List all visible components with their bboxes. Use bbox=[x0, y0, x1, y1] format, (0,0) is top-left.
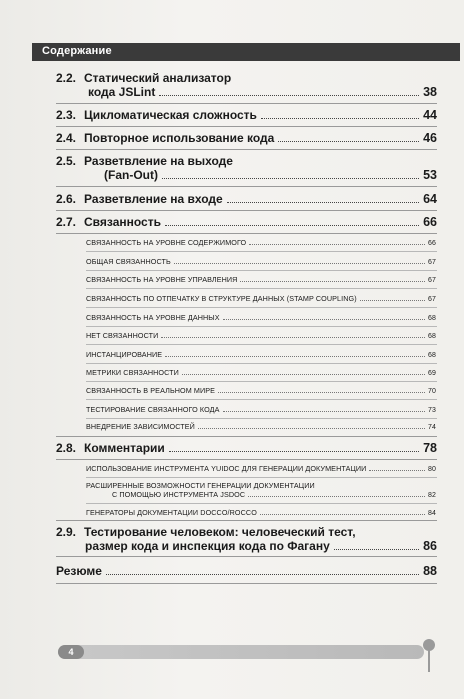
sub-divider bbox=[86, 344, 437, 345]
page-number: 78 bbox=[423, 441, 437, 455]
section-title: Разветвление на входе bbox=[84, 192, 223, 206]
toc-subentry[interactable] bbox=[86, 331, 436, 340]
section-number: 2.2. bbox=[56, 71, 77, 85]
dot-leader bbox=[198, 428, 425, 429]
sub-divider bbox=[86, 399, 437, 400]
subsection-title: СВЯЗАННОСТЬ НА УРОВНЕ УПРАВЛЕНИЯ bbox=[86, 275, 238, 284]
section-number: 2.6. bbox=[56, 192, 77, 206]
subsection-title: СВЯЗАННОСТЬ ПО ОТПЕЧАТКУ В СТРУКТУРЕ ДАННЫХ (STAMP COUPLING) bbox=[86, 294, 357, 303]
page-number: 84 bbox=[428, 510, 436, 517]
subsection-title: ИНСТАНЦИРОВАНИЕ bbox=[86, 350, 163, 359]
section-title: Повторное использование кода bbox=[84, 131, 275, 145]
footer-stem-ornament bbox=[428, 650, 430, 672]
subsection-title: РАСШИРЕННЫЕ ВОЗМОЖНОСТИ ГЕНЕРАЦИИ ДОКУМЕНТАЦИИ bbox=[86, 481, 315, 490]
dot-leader bbox=[106, 574, 419, 575]
page-number: 80 bbox=[428, 466, 436, 473]
divider bbox=[56, 459, 437, 460]
dot-leader bbox=[218, 392, 425, 393]
divider bbox=[56, 556, 437, 557]
sub-divider bbox=[86, 307, 437, 308]
page-number: 44 bbox=[423, 108, 437, 122]
sub-divider bbox=[86, 251, 437, 252]
dot-leader bbox=[223, 411, 425, 412]
page-number: 86 bbox=[423, 539, 437, 553]
toc-subentry[interactable] bbox=[86, 238, 436, 247]
dot-leader bbox=[260, 514, 425, 515]
page-number: 73 bbox=[428, 407, 436, 414]
page-number: 38 bbox=[423, 85, 437, 99]
divider bbox=[56, 583, 437, 584]
dot-leader bbox=[249, 244, 425, 245]
dot-leader bbox=[165, 225, 419, 226]
toc-subentry[interactable] bbox=[86, 350, 436, 359]
dot-leader bbox=[261, 118, 419, 119]
toc-subentry[interactable] bbox=[86, 405, 436, 414]
divider bbox=[56, 233, 437, 234]
toc-entry-2-2[interactable] bbox=[56, 71, 437, 99]
dot-leader bbox=[369, 470, 425, 471]
section-number: 2.9. bbox=[56, 525, 77, 539]
toc-subentry[interactable] bbox=[86, 464, 436, 473]
toc-entry-2-4[interactable] bbox=[56, 131, 437, 145]
divider bbox=[56, 436, 437, 437]
page-number: 69 bbox=[428, 370, 436, 377]
subsection-title-cont: С ПОМОЩЬЮ ИНСТРУМЕНТА JSDOC bbox=[112, 490, 246, 499]
dot-leader bbox=[159, 95, 419, 96]
toc-subentry[interactable] bbox=[86, 294, 436, 303]
sub-divider bbox=[86, 288, 437, 289]
sub-divider bbox=[86, 381, 437, 382]
section-title-cont: кода JSLint bbox=[88, 85, 156, 99]
dot-leader bbox=[360, 300, 425, 301]
divider bbox=[56, 126, 437, 127]
divider bbox=[56, 520, 437, 521]
section-number: 2.8. bbox=[56, 441, 77, 455]
dot-leader bbox=[240, 281, 425, 282]
page-number: 88 bbox=[423, 564, 437, 578]
divider bbox=[56, 210, 437, 211]
sub-divider bbox=[86, 270, 437, 271]
toc-subentry[interactable] bbox=[86, 275, 436, 284]
page-number: 68 bbox=[428, 352, 436, 359]
toc-entry-2-7[interactable] bbox=[56, 215, 437, 229]
section-title: Тестирование человеком: человеческий тест, bbox=[84, 525, 356, 539]
subsection-title: НЕТ СВЯЗАННОСТИ bbox=[86, 331, 159, 340]
toc-subentry[interactable] bbox=[86, 313, 436, 322]
subsection-title: МЕТРИКИ СВЯЗАННОСТИ bbox=[86, 368, 179, 377]
subsection-title: ОБЩАЯ СВЯЗАННОСТЬ bbox=[86, 257, 171, 266]
page-number: 68 bbox=[428, 333, 436, 340]
toc-subentry[interactable] bbox=[86, 386, 436, 395]
toc-subentry[interactable] bbox=[86, 508, 436, 517]
page-number: 66 bbox=[428, 240, 436, 247]
footer-bar bbox=[58, 645, 424, 659]
toc-subentry[interactable] bbox=[86, 257, 436, 266]
dot-leader bbox=[169, 451, 419, 452]
page-number: 67 bbox=[428, 277, 436, 284]
toc-entry-2-5[interactable] bbox=[56, 154, 437, 182]
toc-subentry[interactable] bbox=[86, 368, 436, 377]
subsection-title: СВЯЗАННОСТЬ НА УРОВНЕ ДАННЫХ bbox=[86, 313, 220, 322]
toc-entry-2-8[interactable] bbox=[56, 441, 437, 455]
page-number: 67 bbox=[428, 259, 436, 266]
page-number: 64 bbox=[423, 192, 437, 206]
toc-entry-summary[interactable] bbox=[56, 564, 437, 578]
toc-entry-2-9[interactable] bbox=[56, 525, 437, 553]
section-title: Резюме bbox=[56, 564, 102, 578]
dot-leader bbox=[182, 374, 425, 375]
page-number: 70 bbox=[428, 388, 436, 395]
subsection-title: ИСПОЛЬЗОВАНИЕ ИНСТРУМЕНТА YUIDOC ДЛЯ ГЕНЕРАЦИИ ДОКУМЕНТАЦИИ bbox=[86, 464, 367, 473]
dot-leader bbox=[278, 141, 419, 142]
dot-leader bbox=[165, 356, 425, 357]
page-number: 68 bbox=[428, 315, 436, 322]
section-title-cont: размер кода и инспекция кода по Фагану bbox=[85, 539, 330, 553]
section-title: Комментарии bbox=[84, 441, 165, 455]
page-number: 66 bbox=[423, 215, 437, 229]
toc-entry-2-6[interactable] bbox=[56, 192, 437, 206]
sub-divider bbox=[86, 326, 437, 327]
subsection-title: СВЯЗАННОСТЬ В РЕАЛЬНОМ МИРЕ bbox=[86, 386, 216, 395]
dot-leader bbox=[161, 337, 425, 338]
page-number: 53 bbox=[423, 168, 437, 182]
divider bbox=[56, 149, 437, 150]
footer-page-number: 4 bbox=[58, 645, 84, 659]
section-number: 2.5. bbox=[56, 154, 77, 168]
dot-leader bbox=[174, 263, 425, 264]
sub-divider bbox=[86, 363, 437, 364]
section-title: Разветвление на выходе bbox=[84, 154, 233, 168]
section-title-cont: (Fan-Out) bbox=[104, 168, 158, 182]
subsection-title: ВНЕДРЕНИЕ ЗАВИСИМОСТЕЙ bbox=[86, 422, 195, 431]
page-number: 82 bbox=[428, 492, 436, 499]
dot-leader bbox=[334, 549, 419, 550]
sub-divider bbox=[86, 503, 437, 504]
section-number: 2.3. bbox=[56, 108, 77, 122]
toc-subentry[interactable] bbox=[86, 481, 436, 499]
dot-leader bbox=[248, 496, 425, 497]
dot-leader bbox=[227, 202, 419, 203]
sub-divider bbox=[86, 418, 437, 419]
section-number: 2.4. bbox=[56, 131, 77, 145]
sub-divider bbox=[86, 477, 437, 478]
header-title: Содержание bbox=[42, 45, 112, 57]
section-title: Статический анализатор bbox=[84, 71, 232, 85]
section-title: Цикломатическая сложность bbox=[84, 108, 257, 122]
divider bbox=[56, 103, 437, 104]
subsection-title: ТЕСТИРОВАНИЕ СВЯЗАННОГО КОДА bbox=[86, 405, 220, 414]
section-number: 2.7. bbox=[56, 215, 77, 229]
subsection-title: СВЯЗАННОСТЬ НА УРОВНЕ СОДЕРЖИМОГО bbox=[86, 238, 247, 247]
section-title: Связанность bbox=[84, 215, 161, 229]
page-number: 46 bbox=[423, 131, 437, 145]
toc-subentry[interactable] bbox=[86, 422, 436, 431]
page-number: 67 bbox=[428, 296, 436, 303]
divider bbox=[56, 186, 437, 187]
toc-entry-2-3[interactable] bbox=[56, 108, 437, 122]
page-number: 74 bbox=[428, 424, 436, 431]
dot-leader bbox=[223, 319, 425, 320]
dot-leader bbox=[162, 178, 419, 179]
subsection-title: ГЕНЕРАТОРЫ ДОКУМЕНТАЦИИ DOCCO/ROCCO bbox=[86, 508, 257, 517]
